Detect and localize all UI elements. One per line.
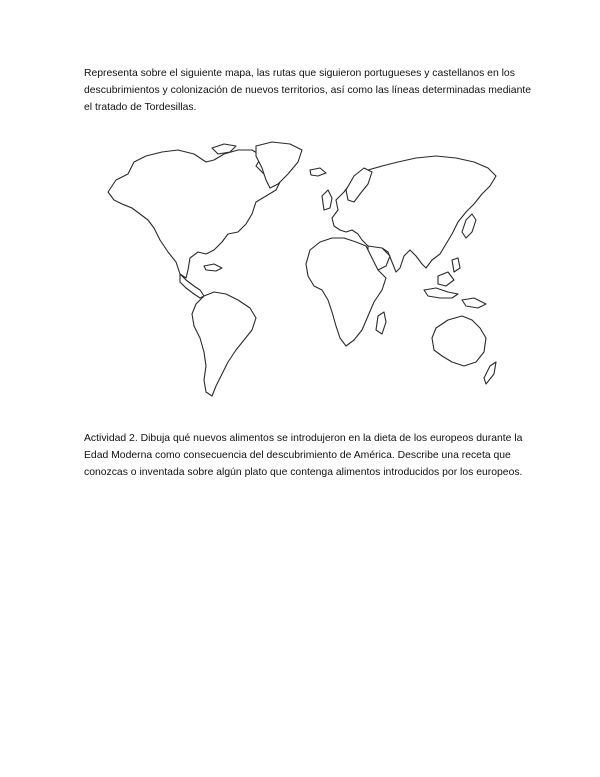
philippines-outline [452,258,460,272]
instructions-line: descubrimientos y colonización de nuevos territorios, así como las líneas determinadas mediante [84,85,532,96]
activity2-line: Actividad 2. Dibuja qué nuevos alimentos se introdujeron en la dieta de los europeos durante la [84,433,523,444]
world-map-outline [106,140,498,402]
central-america-outline [180,274,204,298]
madagascar-outline [376,312,386,334]
indonesia-outline [424,288,458,298]
caribbean-islands-outline [204,264,222,271]
instructions-paragraph [84,65,532,116]
activity2-line: Edad Moderna como consecuencia del descubrimiento de América. Describe una receta que [84,450,511,461]
activity2-paragraph [84,430,524,481]
north-america-outline [108,150,282,278]
australia-outline [432,316,486,366]
instructions-line: el tratado de Tordesillas. [84,102,197,113]
new-guinea-outline [462,298,486,308]
borneo-outline [438,272,454,286]
instructions-line: Representa sobre el siguiente mapa, las rutas que siguieron portugueses y castellanos en los [84,68,515,79]
japan-outline [462,214,476,238]
activity2-line: conozcas o inventada sobre algún plato que contenga alimentos introducidos por los europeos. [84,467,523,478]
south-america-outline [192,292,256,396]
iceland-outline [310,168,326,176]
british-isles-outline [322,190,332,210]
new-zealand-outline [484,362,496,384]
